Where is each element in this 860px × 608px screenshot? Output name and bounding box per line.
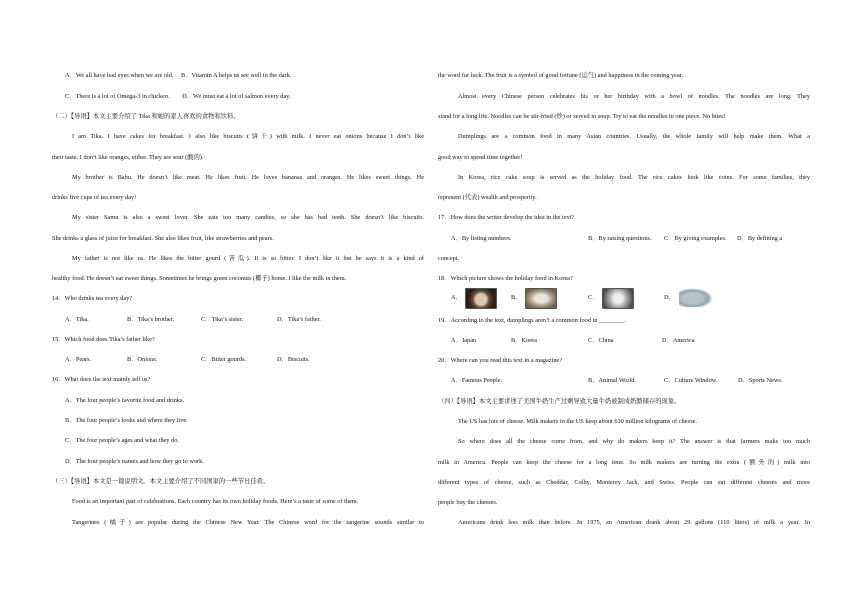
passage2-intro: （二）【导语】本文主要介绍了 Tika 和她的家人喜欢的食物和饮料。 xyxy=(52,113,240,120)
passage2-line: My father is not like us. He likes the bitter gourd (苦瓜). It is so bitter. I don’t like it but he says it is a kind of xyxy=(72,255,424,262)
food-picture-d xyxy=(679,288,713,307)
q17-stem: 17．How does the writer develop the idea in the text? xyxy=(438,214,575,221)
q13-option-d[interactable]: D．We must eat a lot of salmon every day. xyxy=(182,93,291,100)
q17-option-a[interactable]: A．By listing numbers. xyxy=(451,235,512,242)
q16-stem: 16．What does the text mainly tell us? xyxy=(52,376,151,383)
q17-option-d-cont: concept. xyxy=(438,255,460,262)
q14-option-a[interactable]: A．Tika. xyxy=(65,316,89,323)
passage2-line: their taste. I don’t like oranges, either. They are sour (酸的). xyxy=(52,154,204,161)
passage3-line: stand for a long life. Noodles can be stir-fried (炒) or served in soup. Try to eat the noodles in one piece. No bites! xyxy=(438,113,726,120)
passage2-line: drinks five cups of tea every day! xyxy=(52,194,137,201)
q15-stem: 15．Which food does Tika’s father like? xyxy=(52,336,155,343)
q20-option-c[interactable]: C．Culture Window. xyxy=(664,377,718,384)
passage2-line: I am Tika. I have cakes for breakfast. I also like biscuits (饼干) with milk. I never eat onions because I don’t like xyxy=(72,133,424,140)
q18-option-d[interactable]: D． xyxy=(664,294,675,301)
passage3-line: In Korea, rice cake soup is served as the holiday food. The rice cakes look like coins. For some families, they xyxy=(458,174,810,181)
passage3-line: represent (代表) wealth and prosperity. xyxy=(438,194,537,201)
passage4-line: Americans drink less milk than before. In 1975, an American drank about 29 gallons (110 liters) of milk a year. In xyxy=(458,519,810,526)
q20-option-a[interactable]: A．Famous People. xyxy=(451,377,503,384)
q13-options-row2 xyxy=(52,93,424,101)
q13-options-row1 xyxy=(52,72,424,80)
q16-option-a[interactable]: A．The four people’s favorite food and drinks. xyxy=(65,397,185,404)
q16-option-c[interactable]: C．The four people’s ages and what they do. xyxy=(65,437,180,444)
passage2-line: My brother is Babu. He doesn’t like meat. He likes fruit. He loves bananas and oranges. He likes sweet things. He xyxy=(72,174,424,181)
q13-option-b[interactable]: B．Vitamin A helps us see well in the dark. xyxy=(181,72,292,79)
q18-options xyxy=(438,288,810,310)
passage4-line: The US has lots of cheese. Milk makers in the US keep about 630 million kilograms of cheese. xyxy=(458,418,698,425)
passage3-line: Almost every Chinese person celebrates his or her birthday with a bowl of noodles. The noodles are long. They xyxy=(458,93,810,100)
q13-option-c[interactable]: C．There is a lot of Omega-3 in chicken. xyxy=(65,93,170,100)
q14-option-b[interactable]: B．Tika’s brother. xyxy=(127,316,174,323)
q17-option-c[interactable]: C．By giving examples. xyxy=(664,235,727,242)
q16-option-d[interactable]: D．The four people’s names and how they go to work. xyxy=(65,458,204,465)
q15-option-b[interactable]: B．Onions. xyxy=(127,356,158,363)
passage3-line: Tangerines (橘子) are popular during the Chinese New Year. The Chinese word for the tangerine sounds similar to xyxy=(72,519,424,526)
q13-option-a[interactable]: A．We all have bad eyes when we are old. xyxy=(65,72,174,79)
passage4-intro: （四）【导语】本文主要讲述了美国牛奶生产过剩导致大量牛奶被制成奶酪储存的现象。 xyxy=(438,398,681,405)
q18-stem: 18．Which picture shows the holiday food in Korea? xyxy=(438,275,573,282)
q15-option-c[interactable]: C．Bitter gourds. xyxy=(201,356,247,363)
q14-option-c[interactable]: C．Tika’s sister. xyxy=(201,316,244,323)
q14-option-d[interactable]: D．Tika’s father. xyxy=(277,316,321,323)
food-picture-a xyxy=(465,288,497,309)
q19-stem: 19．According to the text, dumplings aren’t a common food in ________. xyxy=(438,317,626,324)
q19-option-d[interactable]: D．America xyxy=(662,337,695,344)
q14-stem: 14．Who drinks tea every day? xyxy=(52,295,133,302)
q17-option-d[interactable]: D．By defining a xyxy=(737,235,783,242)
passage4-line: milk in America. People can keep the cheese for a long time. So milk makers are turning the extra (额外的) milk into xyxy=(438,459,810,466)
q17-option-b[interactable]: B．By raising questions. xyxy=(588,235,652,242)
q18-option-c[interactable]: C． xyxy=(588,294,599,301)
food-picture-c xyxy=(602,288,634,309)
passage3-line: good way to spend time together! xyxy=(438,154,523,161)
passage2-line: She drinks a glass of juice for breakfast. She also likes fruit, like strawberries and pears. xyxy=(52,235,274,242)
passage3-line: Food is an important part of celebrations. Each country has its own holiday foods. Here’s a taste of some of them. xyxy=(72,498,359,505)
passage3-intro: （三）【导语】本文是一篇说明文。本文主要介绍了不同国家的一些节日佳肴。 xyxy=(52,478,270,485)
passage4-line: different types of cheese, such as Cheddar, Colby, Monterey Jack, and Swiss. People can eat different cheeses and more xyxy=(438,479,810,486)
q18-option-b[interactable]: B． xyxy=(511,294,522,301)
passage3-line: the word for luck. The fruit is a symbol of good fortune (运气) and happiness in the coming year. xyxy=(438,72,684,79)
q20-stem: 20．Where can you read this text in a magazine? xyxy=(438,357,563,364)
food-picture-b xyxy=(525,288,557,309)
q16-option-b[interactable]: B．The four people’s looks and where they live. xyxy=(65,417,188,424)
q20-option-b[interactable]: B．Animal World. xyxy=(588,377,637,384)
q15-option-d[interactable]: D．Biscuits. xyxy=(277,356,310,363)
passage2-line: healthy food. He doesn’t eat sweet things. Sometimes he brings green coconuts (椰子) home. I like the milk in them. xyxy=(52,275,347,282)
passage4-line: people buy the cheeses. xyxy=(438,499,498,506)
passage4-line: So where does all the cheese come from, and why do makers keep it? The answer is that farmers make too much xyxy=(458,438,810,445)
q19-option-c[interactable]: C．China xyxy=(588,337,614,344)
q18-option-a[interactable]: A． xyxy=(451,294,462,301)
q19-option-b[interactable]: B．Korea xyxy=(511,337,537,344)
q19-option-a[interactable]: A．Japan xyxy=(451,337,477,344)
q15-option-a[interactable]: A．Pears. xyxy=(65,356,92,363)
q20-option-d[interactable]: D．Sports News. xyxy=(738,377,783,384)
passage3-line: Dumplings are a common food in many Asian countries. Usually, the whole family will help make them. What a xyxy=(458,133,810,140)
passage2-line: My sister Samu is also a sweet lover. She eats too many candies, so she has bad teeth. She doesn’t like biscuits. xyxy=(72,214,424,221)
